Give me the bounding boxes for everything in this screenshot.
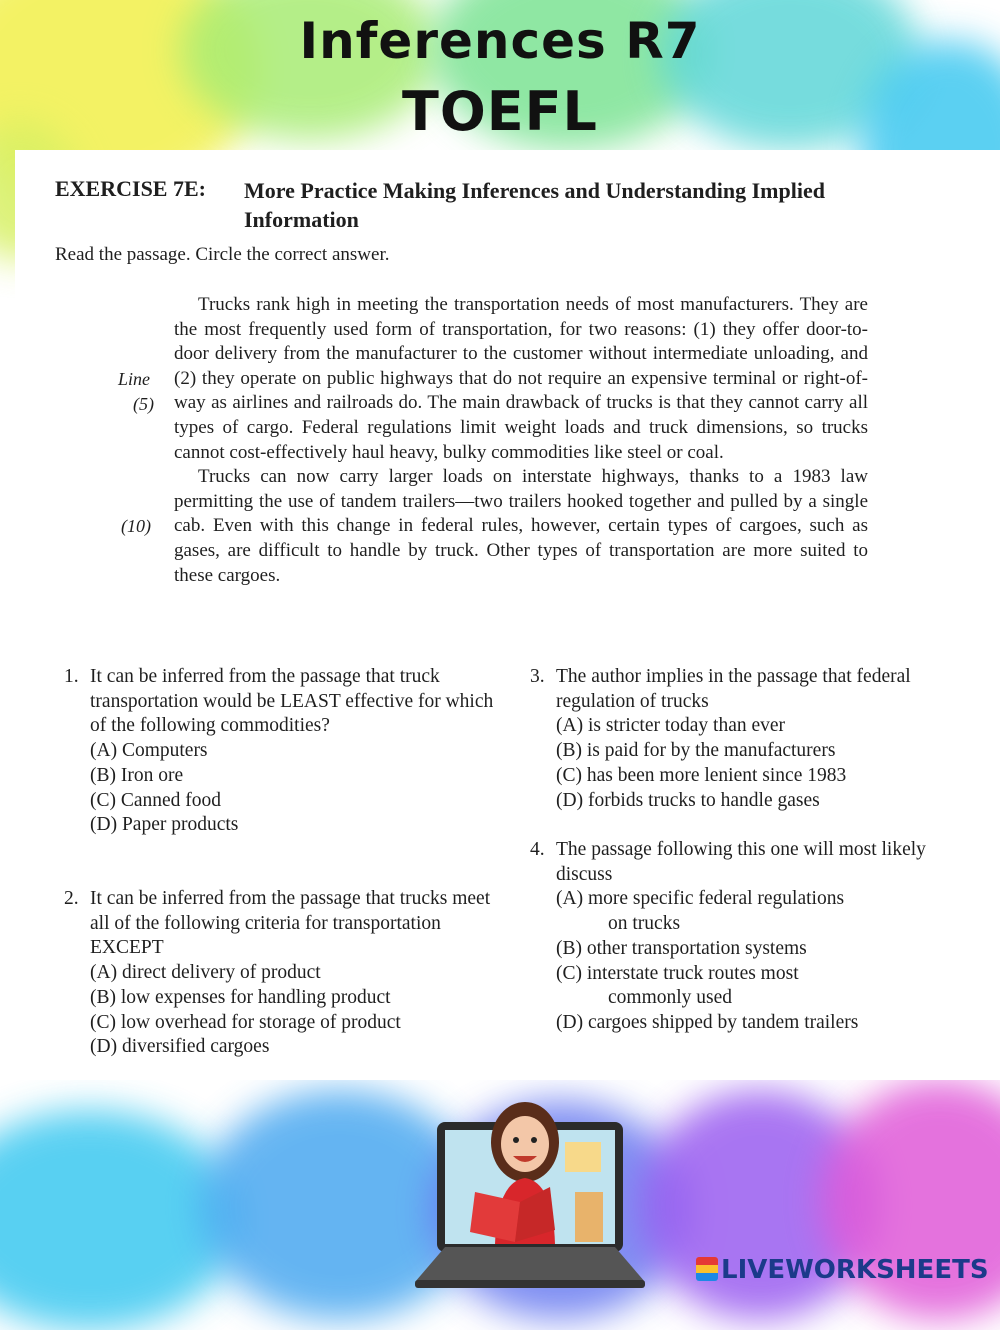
- question-2: [64, 887, 504, 1060]
- answer-option-d[interactable]: [556, 1011, 950, 1036]
- line-marker-10: (10): [121, 516, 151, 536]
- answer-option-c[interactable]: [556, 962, 950, 1011]
- reading-passage: [174, 293, 868, 588]
- question-number: 2.: [64, 888, 79, 909]
- wall-frame: [565, 1142, 601, 1172]
- answer-option-c[interactable]: (C) has been more lenient since 1983: [556, 764, 847, 786]
- logo-icon: [696, 1257, 718, 1281]
- exercise-title: More Practice Making Inferences and Understanding Implied Information: [244, 178, 825, 232]
- answer-option-b[interactable]: [556, 937, 950, 962]
- question-number: 3.: [530, 666, 545, 687]
- line-marker-5: (5): [133, 394, 154, 414]
- worksheet-title: Inferences R7: [299, 12, 701, 70]
- option-text-continued: commonly used: [608, 987, 733, 1009]
- question-4: [530, 838, 950, 1036]
- passage-paragraph-2: Trucks can now carry larger loads on interstate highways, thanks to a 1983 law permitting the use of tandem trailers—two trailers hooked together and pulled by a single cab. Even with this change in federal rules, however, certain types of cargoes, such as gases, are difficult to handle by truck. Other types of transportation are more suited to these cargoes.: [174, 466, 868, 586]
- instructions: Read the passage. Circle the correct answer.: [55, 244, 390, 265]
- answer-option-d[interactable]: (D) Paper products: [90, 814, 239, 836]
- question-stem: It can be inferred from the passage that truck transportation would be LEAST effective for which of the following commodities?: [90, 666, 494, 737]
- laptop-keyboard-base: [415, 1247, 645, 1282]
- liveworksheets-logo: LIVEWORKSHEETS: [696, 1255, 989, 1285]
- answer-option-d[interactable]: (D) diversified cargoes: [90, 1036, 270, 1058]
- answer-option-c[interactable]: (C) Canned food: [90, 789, 222, 811]
- option-text-continued: on trucks: [608, 913, 681, 935]
- answer-option-b[interactable]: (B) is paid for by the manufacturers: [556, 740, 836, 762]
- option-text: (A) more specific federal regulations: [556, 888, 845, 910]
- question-number: 1.: [64, 666, 79, 687]
- answer-option-c[interactable]: (C) low overhead for storage of product: [90, 1011, 401, 1033]
- answer-option-d[interactable]: (D) forbids trucks to handle gases: [556, 789, 820, 811]
- answer-option-b[interactable]: (B) Iron ore: [90, 764, 184, 786]
- answer-option-a[interactable]: (A) direct delivery of product: [90, 962, 321, 984]
- question-1: [64, 665, 504, 838]
- passage-paragraph-1: Trucks rank high in meeting the transportation needs of most manufacturers. They are the most frequently used form of transportation, for two reasons: (1) they offer door-to-door delivery from the manufacturer to the customer without intermediate unloading, and (2) they operate on public highways that do not require an expensive terminal or right-of-way as airlines and railroads do. The main drawback of trucks is that they cannot carry all types of cargo. Federal regulations limit weight loads and truck dimensions, so trucks cannot cost-effectively haul heavy, bulky commodities like steel or coal.: [174, 294, 868, 463]
- answer-option-a[interactable]: [556, 887, 950, 936]
- face: [501, 1116, 549, 1172]
- worksheet-subtitle: TOEFL: [402, 80, 598, 143]
- question-number: 4.: [530, 839, 545, 860]
- option-text: (C) interstate truck routes most: [556, 962, 799, 984]
- answer-option-a[interactable]: (A) Computers: [90, 740, 208, 762]
- answer-option-a[interactable]: (A) is stricter today than ever: [556, 715, 786, 737]
- question-stem: The author implies in the passage that federal regulation of trucks: [556, 666, 911, 712]
- answer-option-b[interactable]: (B) low expenses for handling product: [90, 986, 391, 1008]
- line-marker: Line: [118, 369, 151, 389]
- question-stem: It can be inferred from the passage that trucks meet all of the following criteria for transportation EXCEPT: [90, 888, 491, 959]
- option-text: (D) cargoes shipped by tandem trailers: [556, 1011, 859, 1033]
- option-text: (B) other transportation systems: [556, 937, 807, 959]
- question-3: [530, 665, 950, 813]
- question-stem: The passage following this one will most likely discuss: [556, 839, 926, 885]
- shelf: [575, 1192, 603, 1242]
- teacher-laptop-illustration: [415, 1082, 645, 1291]
- exercise-label: EXERCISE 7E:: [55, 176, 206, 201]
